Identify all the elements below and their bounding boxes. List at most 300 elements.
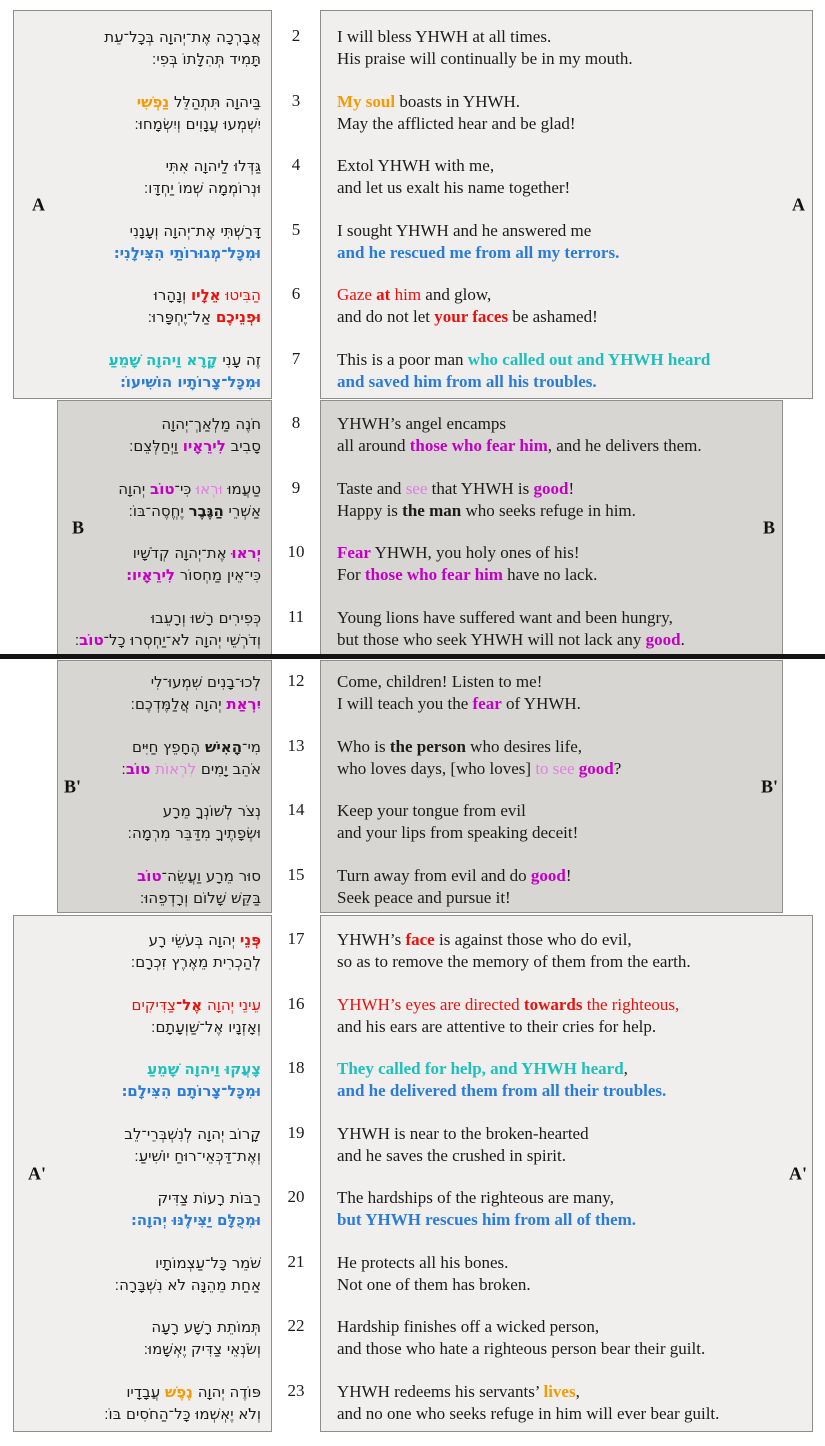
english-line — [337, 155, 812, 177]
text: יְהוָה — [118, 479, 151, 498]
text: and do not let — [337, 307, 435, 326]
highlighted-text: lives — [543, 1381, 576, 1401]
text: May the afflicted hear and be glad! — [337, 113, 576, 133]
hebrew-column — [57, 660, 272, 913]
hebrew-verse — [14, 26, 261, 70]
english-line — [337, 306, 812, 328]
text: וְדֹרְשֵׁי יְהוָה לֹא־יַחְסְרוּ כָל־ — [103, 630, 261, 649]
english-verse — [337, 1316, 812, 1360]
section-label-right: B — [762, 517, 775, 537]
text: boasts in YHWH. — [395, 91, 521, 111]
text: He protects all his bones. — [337, 1252, 509, 1272]
text: זֶה עָנִי — [217, 350, 261, 369]
english-verse — [337, 994, 812, 1038]
highlighted-text: at — [376, 285, 391, 304]
section-label-left: A' — [28, 1163, 46, 1183]
text: נְצֹר לְשׁוֹנְךָ מֵרָע — [162, 802, 261, 820]
text: ׃ — [74, 630, 80, 649]
highlighted-text: אֶל־ — [175, 995, 203, 1014]
text: יֶחֱסֶה־בּוֹ׃ — [128, 501, 189, 520]
text: דָּרַשְׁתִּי אֶת־יְהוָה וְעָנָנִי — [129, 221, 261, 240]
english-line — [337, 1403, 812, 1425]
english-verse — [337, 220, 812, 264]
hebrew-line — [14, 1316, 261, 1338]
hebrew-column — [57, 400, 272, 655]
highlighted-text: וּמִכָּל־צָרוֹתָיו הוֹשִׁיעוֹ׃ — [120, 372, 261, 391]
english-verse — [337, 736, 782, 780]
highlighted-text: see — [405, 478, 428, 498]
hebrew-line — [58, 435, 261, 457]
text: Young lions have suffered want and been hungry, — [337, 607, 673, 627]
english-verse — [337, 349, 812, 393]
hebrew-line — [14, 242, 261, 264]
english-line — [337, 1123, 812, 1145]
text: who loves days, [who loves] — [337, 758, 536, 778]
text: ! — [565, 865, 572, 885]
text: וְאָזְנָיו אֶל־שַׁוְעָתָם׃ — [151, 1017, 261, 1036]
hebrew-line — [58, 607, 261, 629]
text: that YHWH is — [427, 478, 534, 498]
hebrew-line — [14, 929, 261, 951]
hebrew-line — [14, 1016, 261, 1038]
text: His praise will continually be in my mouth. — [337, 49, 633, 68]
highlighted-text: יְראוּ — [231, 544, 261, 562]
verse-number: 17 — [287, 929, 305, 948]
hebrew-verse — [14, 994, 261, 1038]
english-verse — [337, 413, 782, 457]
english-line — [337, 1187, 812, 1209]
text: לְכוּ־בָנִים שִׁמְעוּ־לִי — [150, 673, 261, 691]
text: and your lips from speaking deceit! — [337, 823, 579, 842]
highlighted-text: good — [578, 758, 614, 778]
hebrew-verse — [14, 284, 261, 328]
highlighted-text: Gaze — [337, 285, 377, 304]
text: וּשְׂפָתֶיךָ מִדַּבֵּר מִרְמָה׃ — [127, 824, 261, 842]
english-line — [337, 113, 812, 135]
section-label-right: B' — [760, 776, 778, 796]
verse-number: 2 — [291, 26, 301, 45]
verse-number: 15 — [287, 864, 305, 884]
verse-number: 6 — [291, 284, 301, 303]
section-A — [0, 10, 825, 399]
english-column — [320, 400, 783, 655]
section-B-prime — [0, 660, 825, 913]
text: , — [623, 1059, 628, 1078]
english-verse — [337, 607, 782, 651]
text: and let us exalt his name together! — [337, 178, 571, 197]
hebrew-line — [58, 758, 261, 780]
text: YHWH is near to the broken-hearted — [337, 1123, 589, 1143]
verse-number-column — [272, 400, 320, 655]
text: and no one who seeks refuge in him will ever bear guilt. — [337, 1403, 720, 1423]
hebrew-verse — [14, 220, 261, 264]
verse-number: 16 — [287, 993, 305, 1013]
english-line — [337, 758, 782, 780]
english-line — [337, 284, 812, 306]
verse-number: 7 — [291, 348, 301, 368]
english-verse — [337, 91, 812, 135]
highlighted-text: those who fear him — [409, 436, 548, 455]
english-line — [337, 951, 812, 973]
text: The hardships of the righteous are many, — [337, 1188, 614, 1207]
english-line — [337, 607, 782, 629]
text: YHWH redeems his servants’ — [337, 1381, 544, 1401]
highlighted-text: טוֹב — [137, 866, 162, 885]
english-verse — [337, 478, 782, 522]
hebrew-line — [58, 564, 261, 586]
highlighted-text: My soul — [337, 91, 396, 111]
text: סָבִיב — [225, 437, 261, 455]
english-line — [337, 887, 782, 909]
text: ! — [568, 478, 575, 498]
highlighted-text: טוֹב — [79, 630, 104, 649]
text: but those who seek YHWH will not lack any — [337, 629, 646, 649]
hebrew-line — [58, 413, 261, 435]
text: I will bless YHWH at all times. — [337, 27, 552, 46]
text: Hardship finishes off a wicked person, — [337, 1317, 600, 1336]
hebrew-verse — [14, 1252, 261, 1296]
english-line — [337, 48, 812, 70]
hebrew-column — [13, 10, 272, 399]
hebrew-line — [14, 1338, 261, 1360]
hebrew-line — [14, 1123, 261, 1145]
hebrew-line — [14, 284, 261, 306]
hebrew-line — [14, 1145, 261, 1167]
text: Keep your tongue from evil — [337, 801, 526, 820]
highlighted-text: the man — [402, 500, 462, 520]
english-line — [337, 822, 782, 844]
english-line — [337, 629, 782, 651]
highlighted-text: who called out and YHWH heard — [467, 349, 711, 369]
highlighted-text: but YHWH rescues him from all of them. — [337, 1210, 637, 1229]
english-line — [337, 371, 812, 393]
verse-number: 21 — [287, 1251, 305, 1271]
text: Not one of them has broken. — [337, 1274, 531, 1294]
verse-number: 14 — [287, 800, 305, 819]
hebrew-verse — [58, 736, 261, 780]
english-column — [320, 10, 813, 399]
highlighted-text: אֵלָיו — [191, 286, 221, 304]
text: For — [337, 565, 365, 584]
hebrew-line — [58, 693, 261, 715]
english-line — [337, 1016, 812, 1038]
highlighted-text: הָאִישׁ — [205, 737, 243, 756]
text: אַשְׁרֵי — [223, 501, 261, 520]
hebrew-verse — [14, 155, 261, 199]
hebrew-line — [14, 220, 261, 242]
text: Come, children! Listen to me! — [337, 672, 543, 691]
hebrew-line — [58, 542, 261, 564]
highlighted-text: נַפְשִׁי — [136, 92, 170, 111]
english-line — [337, 994, 812, 1016]
highlighted-text: טוֹב — [150, 479, 175, 498]
text: be ashamed! — [508, 307, 598, 326]
hebrew-line — [14, 951, 261, 973]
english-verse — [337, 1187, 812, 1231]
text: of YHWH. — [501, 694, 581, 713]
english-line — [337, 865, 782, 887]
english-line — [337, 1080, 812, 1102]
text: תָּמִיד תְּהִלָּתוֹ בְּפִי׃ — [151, 50, 261, 68]
highlighted-text: וּפְנֵיכֶם — [215, 308, 261, 326]
text: חֹנֶה מַלְאַךְ־יְהוָה — [161, 415, 261, 433]
hebrew-verse — [14, 1123, 261, 1167]
highlighted-text: טוֹב — [125, 759, 151, 778]
english-line — [337, 500, 782, 522]
english-line — [337, 242, 812, 264]
text: and his ears are attentive to their cries for help. — [337, 1016, 657, 1036]
text: who desires life, — [465, 736, 583, 756]
highlighted-text: good — [533, 478, 569, 498]
hebrew-verse — [14, 1381, 261, 1425]
highlighted-text: and he rescued me from all my terrors. — [337, 242, 620, 262]
text: הֶחָפֵץ חַיִּים — [131, 737, 205, 756]
hebrew-line — [14, 91, 261, 113]
text: Turn away from evil and do — [337, 865, 531, 885]
text: פּוֹדֶה יְהוָה — [192, 1382, 261, 1401]
text: I sought YHWH and he answered me — [337, 220, 592, 240]
text: and glow, — [421, 285, 492, 304]
verse-number: 18 — [287, 1058, 305, 1077]
highlighted-text: Fear — [337, 543, 371, 562]
text: לְהַכְרִית מֵאֶרֶץ זִכְרָם׃ — [130, 953, 261, 971]
english-line — [337, 220, 812, 242]
text: רַבּוֹת רָעוֹת צַדִּיק — [157, 1189, 261, 1207]
section-A-prime — [0, 915, 825, 1432]
section-label-left: A — [32, 194, 45, 214]
english-column — [320, 660, 783, 913]
english-verse — [337, 542, 782, 586]
text: וְלֹא יֶאְשְׁמוּ כָּל־הַחֹסִים בּוֹ׃ — [104, 1404, 261, 1423]
english-verse — [337, 1381, 812, 1425]
english-verse — [337, 671, 782, 715]
verse-number: 23 — [287, 1380, 305, 1400]
text: who seeks refuge in him. — [461, 500, 636, 520]
hebrew-line — [14, 113, 261, 135]
english-line — [337, 1381, 812, 1403]
text: וְאֶת־דַּכְּאֵי־רוּחַ יוֹשִׁיעַ׃ — [134, 1146, 261, 1165]
english-verse — [337, 929, 812, 973]
english-line — [337, 1316, 812, 1338]
english-line — [337, 478, 782, 500]
text: תְּמוֹתֵת רָשָׁע רָעָה — [151, 1318, 261, 1336]
verse-number: 5 — [291, 219, 301, 239]
verse-number: 3 — [291, 90, 301, 110]
hebrew-line — [58, 822, 261, 844]
highlighted-text: fear — [472, 694, 502, 713]
highlighted-text: towards — [523, 994, 583, 1014]
text: כְּפִירִים רָשׁוּ וְרָעֵבוּ — [151, 608, 261, 627]
hebrew-line — [14, 349, 261, 371]
text: YHWH’s — [337, 930, 406, 949]
hebrew-verse — [14, 929, 261, 973]
hebrew-line — [14, 1080, 261, 1102]
hebrew-verse — [14, 91, 261, 135]
highlighted-text: צַדִּיקִים — [131, 995, 176, 1014]
text: This is a poor man — [337, 349, 468, 369]
english-line — [337, 800, 782, 822]
section-label-right: A — [792, 194, 805, 214]
text: Extol YHWH with me, — [337, 156, 495, 175]
hebrew-line — [14, 26, 261, 48]
english-line — [337, 671, 782, 693]
hebrew-verse — [14, 349, 261, 393]
english-line — [337, 736, 782, 758]
highlighted-text: good — [530, 865, 566, 885]
verse-number: 20 — [287, 1187, 305, 1206]
text: , and he delivers them. — [547, 436, 702, 455]
highlighted-text: וּמִכָּל־מְגוּרוֹתַי הִצִּילָנִי׃ — [114, 243, 261, 262]
hebrew-verse — [58, 671, 261, 715]
english-verse — [337, 26, 812, 70]
text: . — [680, 629, 685, 649]
highlighted-text: וּמִכָּל־צָרוֹתָם הִצִּילָם׃ — [121, 1082, 261, 1100]
english-line — [337, 1338, 812, 1360]
highlighted-text: YHWH’s eyes are directed — [337, 994, 524, 1014]
text: טַעֲמוּ — [222, 479, 261, 498]
text: בַּיהוָה תִּתְהַלֵּל — [169, 92, 261, 111]
hebrew-line — [14, 1187, 261, 1209]
english-line — [337, 177, 812, 199]
text: YHWH, you holy ones of his! — [370, 543, 580, 562]
highlighted-text: and he delivered them from all their troubles. — [337, 1081, 667, 1100]
english-line — [337, 1252, 812, 1274]
highlighted-text: וּמִכֻּלָּם יַצִּילֶנּוּ יְהוָה׃ — [131, 1211, 261, 1229]
english-verse — [337, 1058, 812, 1102]
text: יְהוָה בְּעֹשֵׂי רָע — [148, 931, 240, 949]
text: אֲבָרְכָה אֶת־יְהוָה בְּכָל־עֵת — [104, 28, 261, 46]
verse-number: 19 — [287, 1122, 305, 1142]
english-line — [337, 1209, 812, 1231]
english-verse — [337, 1123, 812, 1167]
highlighted-text: those who fear him — [364, 565, 503, 584]
verse-number: 13 — [287, 735, 305, 755]
english-line — [337, 91, 812, 113]
text: וְשֹׂנְאֵי צַדִּיק יֶאְשָׁמוּ׃ — [143, 1340, 261, 1358]
text: אֶת־יְהוָה קְדֹשָׁיו — [132, 544, 232, 562]
highlighted-text: עֵינֵי יְהוָה — [202, 995, 261, 1014]
hebrew-line — [58, 887, 261, 909]
text: ? — [613, 758, 622, 778]
highlighted-text: the righteous, — [582, 994, 680, 1014]
highlighted-text: לִירֵאָיו׃ — [126, 566, 176, 584]
highlighted-text: יִרְאַת — [226, 695, 261, 713]
text: יְהוָה אֲלַמֶּדְכֶם׃ — [130, 695, 227, 713]
hebrew-verse — [14, 1058, 261, 1102]
text: וּנְרוֹמְמָה שְׁמוֹ יַחְדָּו׃ — [143, 179, 261, 197]
verse-number: 22 — [287, 1316, 305, 1335]
section-label-left: B' — [64, 776, 82, 796]
verse-number: 10 — [287, 542, 305, 561]
text: is against those who do evil, — [434, 930, 632, 949]
verse-number-column — [272, 10, 320, 399]
text: and he saves the crushed in spirit. — [337, 1145, 566, 1165]
hebrew-line — [58, 800, 261, 822]
hebrew-line — [14, 155, 261, 177]
text: וְנָהָרוּ — [153, 286, 192, 304]
text: וַיְחַלְּצֵם׃ — [128, 437, 183, 455]
highlighted-text: the person — [389, 736, 466, 756]
english-line — [337, 413, 782, 435]
hebrew-verse — [14, 1316, 261, 1360]
section-divider — [0, 654, 825, 659]
highlighted-text: face — [405, 930, 435, 949]
english-verse — [337, 284, 812, 328]
hebrew-line — [58, 629, 261, 651]
text: all around — [337, 436, 410, 455]
hebrew-column — [13, 915, 272, 1432]
highlighted-text: לִירֵאָיו — [182, 437, 226, 455]
hebrew-line — [58, 478, 261, 500]
highlighted-text: him — [390, 285, 422, 304]
text: Seek peace and pursue it! — [337, 887, 511, 907]
text: קָרוֹב יְהוָה לְנִשְׁבְּרֵי־לֵב — [124, 1124, 261, 1143]
english-verse — [337, 1252, 812, 1296]
hebrew-verse — [58, 542, 261, 586]
section-B — [0, 400, 825, 655]
hebrew-line — [14, 1381, 261, 1403]
verse-number: 4 — [291, 155, 301, 174]
verse-number: 11 — [287, 606, 305, 626]
hebrew-verse — [58, 800, 261, 844]
english-line — [337, 564, 782, 586]
hebrew-verse — [58, 865, 261, 909]
text: I will teach you the — [337, 694, 473, 713]
text: יִשְׁמְעוּ עֲנָוִים וְיִשְׂמָחוּ׃ — [134, 114, 261, 133]
highlighted-text: They called for help, and YHWH heard — [337, 1059, 624, 1078]
hebrew-line — [14, 994, 261, 1016]
highlighted-text: הַבִּיטוּ — [220, 286, 261, 304]
section-label-right: A' — [789, 1163, 807, 1183]
highlighted-text: לִרְאוֹת — [155, 759, 197, 778]
hebrew-verse — [58, 413, 261, 457]
hebrew-line — [14, 1403, 261, 1425]
text: עֲבָדָיו — [126, 1382, 165, 1401]
text: כִּי־ — [174, 479, 197, 498]
english-verse — [337, 865, 782, 909]
text: YHWH’s angel encamps — [337, 414, 507, 433]
highlighted-text: to see — [535, 758, 575, 778]
english-line — [337, 349, 812, 371]
highlighted-text: נֶפֶשׁ — [164, 1382, 193, 1401]
text: Taste and — [337, 478, 406, 498]
hebrew-line — [58, 671, 261, 693]
text: שֹׁמֵר כָּל־עַצְמוֹתָיו — [155, 1253, 261, 1272]
section-label-left: B — [72, 517, 85, 537]
highlighted-text: וּרְאוּ — [196, 479, 223, 498]
english-line — [337, 1274, 812, 1296]
hebrew-line — [14, 177, 261, 199]
hebrew-line — [58, 736, 261, 758]
highlighted-text: קָרָא וַיהוָה שָׁמֵעַ — [108, 350, 218, 369]
text: גַּדְּלוּ לַיהוָה אִתִּי — [165, 157, 261, 175]
hebrew-verse — [58, 478, 261, 522]
english-line — [337, 693, 782, 715]
highlighted-text: your faces — [434, 307, 509, 326]
text: so as to remove the memory of them from the earth. — [337, 952, 691, 971]
hebrew-line — [14, 371, 261, 393]
verse-number-column — [272, 915, 320, 1432]
highlighted-text: פְּנֵי — [239, 931, 261, 949]
verse-number: 9 — [291, 477, 301, 497]
english-line — [337, 542, 782, 564]
hebrew-line — [14, 1252, 261, 1274]
hebrew-line — [58, 865, 261, 887]
text: סוּר מֵרָע וַעֲשֵׂה־ — [161, 866, 261, 885]
text: אַחַת מֵהֵנָּה לֹא נִשְׁבָּרָה׃ — [114, 1275, 261, 1294]
hebrew-line — [14, 1274, 261, 1296]
hebrew-line — [14, 1058, 261, 1080]
